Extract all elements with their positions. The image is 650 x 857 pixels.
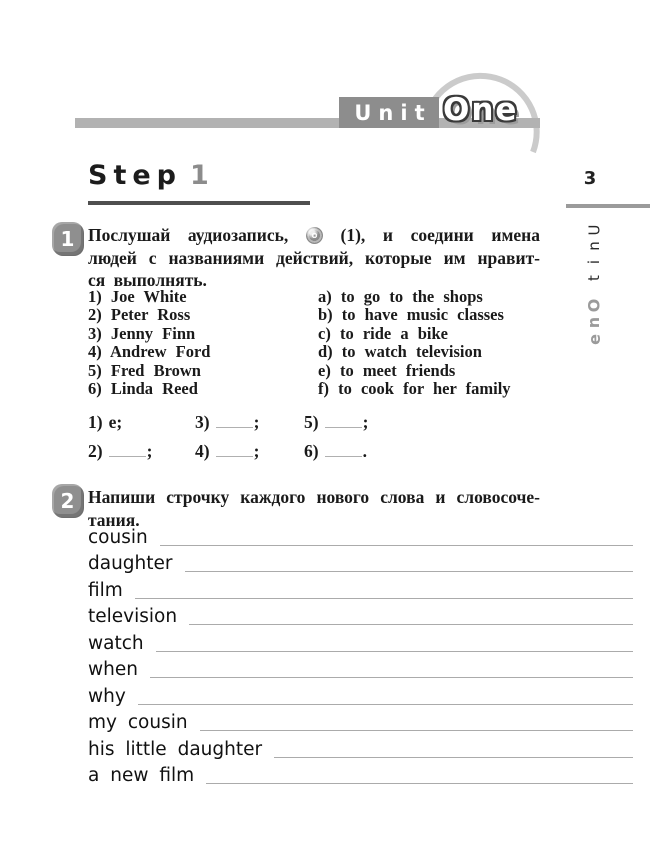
tab-letter: e <box>584 334 604 345</box>
word-label: when <box>88 659 138 680</box>
writing-line[interactable] <box>200 712 633 731</box>
writing-line[interactable] <box>274 739 633 758</box>
exercise1-instruction-line1 <box>88 224 540 247</box>
instruction-text: Послушай аудиозапись, <box>88 225 289 245</box>
answers-grid <box>88 412 448 462</box>
actions-list <box>318 288 511 398</box>
answer-blank[interactable] <box>325 414 362 428</box>
answer-punct: ; <box>362 412 369 432</box>
word-label: cousin <box>88 526 148 548</box>
answer-punct: . <box>362 441 367 461</box>
answer-num: 4) <box>195 441 210 461</box>
word-row <box>88 628 633 655</box>
step-heading <box>88 160 215 191</box>
word-label: film <box>88 579 123 601</box>
word-row <box>88 549 633 576</box>
step-number: 1 <box>190 160 215 191</box>
tab-letter: i <box>584 259 603 265</box>
list-item: f) to cook for her family <box>318 378 511 398</box>
word-label: my cousin <box>88 712 188 733</box>
answer-blank[interactable] <box>109 443 146 457</box>
cd-icon <box>306 227 323 244</box>
word-label: a new film <box>88 765 195 786</box>
exercise2-instruction-line2: тания. <box>88 509 140 530</box>
list-item: d) to watch television <box>318 342 482 362</box>
writing-line[interactable] <box>206 765 633 784</box>
word-row <box>88 734 633 761</box>
list-item: 5) Fred Brown <box>88 360 201 380</box>
word-label: his little daughter <box>88 738 263 760</box>
sidebar-tab-unit <box>582 222 606 286</box>
tab-letter: n <box>584 316 604 329</box>
word-label: television <box>88 606 178 627</box>
tab-letter: O <box>584 298 604 313</box>
answer-punct: ; <box>253 441 260 461</box>
answer-slot-4 <box>195 441 304 462</box>
answer-punct: ; <box>253 412 260 432</box>
exercise2-instruction-line1: Напиши строчку каждого нового слова и словосоче- <box>88 487 540 507</box>
word-practice-list <box>88 522 633 787</box>
writing-line[interactable] <box>160 527 633 546</box>
sidebar-tab-one <box>582 297 606 348</box>
exercise1-instruction-line2: людей с названиями действий, которые им нравит- <box>88 247 540 268</box>
instruction-text: (1), и соедини имена <box>340 225 540 245</box>
list-item: b) to have music classes <box>318 305 504 325</box>
page-number: 3 <box>583 168 597 189</box>
answer-num: 3) <box>195 412 210 432</box>
exercise1-instruction <box>88 224 540 292</box>
answer-blank[interactable] <box>216 443 253 457</box>
answer-slot-2 <box>88 441 195 462</box>
answer-num: 5) <box>304 412 319 432</box>
exercise1-badge: 1 <box>52 222 83 255</box>
writing-line[interactable] <box>138 686 633 705</box>
tab-letter: t <box>584 275 603 281</box>
tab-letter: n <box>584 241 603 251</box>
names-list <box>88 288 210 398</box>
answer-punct: ; <box>146 441 153 461</box>
list-item: 3) Jenny Finn <box>88 323 196 343</box>
answer-num: 2) <box>88 441 103 461</box>
list-item: e) to meet friends <box>318 360 456 380</box>
word-row <box>88 602 633 629</box>
unit-number: One <box>443 92 519 128</box>
list-item: a) to go to the shops <box>318 287 483 306</box>
word-label: why <box>88 685 126 707</box>
unit-word: Unit <box>354 100 432 125</box>
word-row <box>88 708 633 735</box>
list-item: 2) Peter Ross <box>88 305 191 325</box>
word-row <box>88 681 633 708</box>
list-item: 1) Joe White <box>88 287 187 306</box>
word-row <box>88 655 633 682</box>
answer-punct: ; <box>116 412 123 432</box>
word-label: daughter <box>88 553 173 574</box>
step-word: Step <box>88 160 182 191</box>
list-item: 6) Linda Reed <box>88 378 198 398</box>
writing-line[interactable] <box>185 553 633 572</box>
answer-blank[interactable] <box>325 443 362 457</box>
word-row <box>88 575 633 602</box>
answer-blank[interactable] <box>216 414 253 428</box>
answer-slot-1 <box>88 412 195 433</box>
unit-label-box <box>339 97 439 128</box>
answer-num: 6) <box>304 441 319 461</box>
word-row <box>88 761 633 788</box>
step-underline <box>88 201 310 205</box>
answer-slot-6 <box>304 441 448 462</box>
answer-num: 1) <box>88 412 103 432</box>
writing-line[interactable] <box>156 633 633 652</box>
tab-letter: U <box>584 224 603 236</box>
answer-value: e <box>108 412 117 432</box>
word-label: watch <box>88 632 144 654</box>
writing-line[interactable] <box>150 659 633 678</box>
word-row <box>88 522 633 549</box>
exercise1-instruction-line3: ся выполнять. <box>88 270 207 290</box>
writing-line[interactable] <box>189 606 633 625</box>
exercise2-badge: 2 <box>52 484 83 517</box>
writing-line[interactable] <box>135 580 633 599</box>
sidebar-rule <box>566 204 650 208</box>
list-item: 4) Andrew Ford <box>88 342 211 362</box>
answer-slot-3 <box>195 412 304 433</box>
list-item: c) to ride a bike <box>318 323 448 343</box>
answer-slot-5 <box>304 412 448 433</box>
